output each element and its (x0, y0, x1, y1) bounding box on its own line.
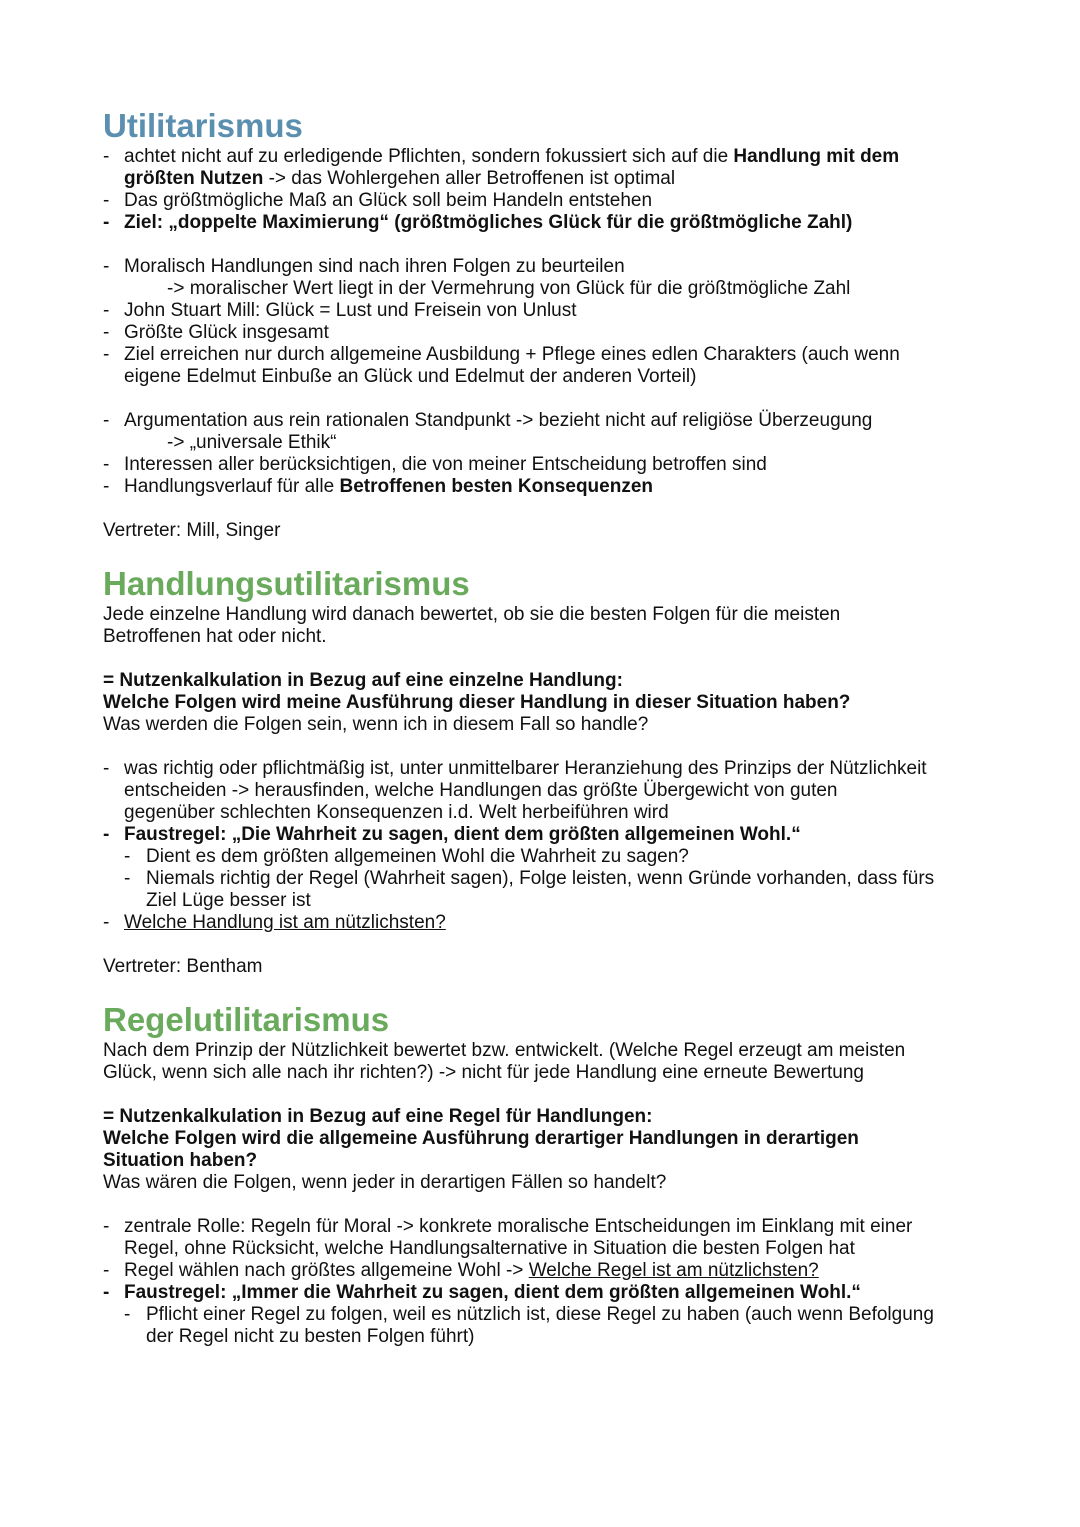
bold-text: Handlung mit dem (733, 146, 900, 167)
text: Vertreter: Mill, Singer (103, 520, 281, 541)
spacer (103, 736, 1003, 758)
paragraph-line (103, 1062, 1003, 1084)
list-line (103, 410, 1003, 432)
spacer (103, 542, 1003, 564)
list-line (103, 256, 1003, 278)
underlined-text: Welche Regel ist am nützlichsten? (528, 1260, 819, 1281)
paragraph-line (103, 692, 1003, 714)
bullet-dash-icon: - (103, 454, 110, 475)
bullet-dash-icon: - (124, 868, 131, 889)
list-line (103, 912, 1003, 934)
list-line (103, 846, 1003, 868)
list-line (103, 454, 1003, 476)
spacer (103, 498, 1003, 520)
text: Vertreter: Bentham (103, 956, 263, 977)
text: Das größtmögliche Maß an Glück soll beim Handeln entstehen (124, 190, 653, 211)
bullet-dash-icon: - (103, 146, 110, 167)
bold-text: Betroffenen besten Konsequenzen (339, 476, 654, 497)
list-line (103, 146, 1003, 168)
paragraph-line (103, 1040, 1003, 1062)
bullet-dash-icon: - (103, 758, 110, 779)
text: Regel, ohne Rücksicht, welche Handlungsalternative in Situation die besten Folgen hat (124, 1238, 855, 1259)
text: Ziel Lüge besser ist (146, 890, 311, 911)
list-line (103, 432, 1003, 454)
document-page (103, 106, 1003, 1348)
text: Handlungsverlauf für alle (124, 476, 340, 497)
section-heading: Utilitarismus (103, 107, 303, 144)
list-line (103, 344, 1003, 366)
text: Was wären die Folgen, wenn jeder in derartigen Fällen so handelt? (103, 1172, 667, 1193)
bullet-dash-icon: - (103, 212, 110, 233)
paragraph-line (103, 1150, 1003, 1172)
list-line (103, 1304, 1003, 1326)
paragraph-line (103, 626, 1003, 648)
text: Niemals richtig der Regel (Wahrheit sagen), Folge leisten, wenn Gründe vorhanden, dass fürs (146, 868, 935, 889)
paragraph-line (103, 956, 1003, 978)
bullet-dash-icon: - (103, 256, 110, 277)
paragraph-line (103, 604, 1003, 626)
list-line (103, 890, 1003, 912)
bullet-dash-icon: - (103, 410, 110, 431)
spacer (103, 1194, 1003, 1216)
text: Betroffenen hat oder nicht. (103, 626, 327, 647)
text: der Regel nicht zu besten Folgen führt) (146, 1326, 475, 1347)
text: entscheiden -> herausfinden, welche Handlungen das größte Übergewicht von guten (124, 780, 838, 801)
text: -> das Wohlergehen aller Betroffenen ist optimal (263, 168, 676, 189)
list-line (103, 366, 1003, 388)
bold-text: größten Nutzen (124, 168, 264, 189)
bold-text: Welche Folgen wird meine Ausführung dieser Handlung in dieser Situation haben? (103, 692, 851, 713)
list-line (103, 758, 1003, 780)
list-line (103, 1326, 1003, 1348)
list-line (103, 212, 1003, 234)
text: -> moralischer Wert liegt in der Vermehrung von Glück für die größtmögliche Zahl (167, 278, 851, 299)
list-line (103, 780, 1003, 802)
spacer (103, 978, 1003, 1000)
list-line (103, 802, 1003, 824)
bullet-dash-icon: - (103, 476, 110, 497)
text: Was werden die Folgen sein, wenn ich in diesem Fall so handle? (103, 714, 649, 735)
text: Interessen aller berücksichtigen, die von meiner Entscheidung betroffen sind (124, 454, 767, 475)
bullet-dash-icon: - (103, 1216, 110, 1237)
text: was richtig oder pflichtmäßig ist, unter unmittelbarer Heranziehung des Prinzips der Nützlichkeit (124, 758, 927, 779)
text: Dient es dem größten allgemeinen Wohl die Wahrheit zu sagen? (146, 846, 689, 867)
text: Moralisch Handlungen sind nach ihren Folgen zu beurteilen (124, 256, 625, 277)
spacer (103, 648, 1003, 670)
text: -> „universale Ethik“ (167, 432, 337, 453)
bullet-dash-icon: - (103, 344, 110, 365)
list-line (103, 476, 1003, 498)
bold-text: Faustregel: „Die Wahrheit zu sagen, dient dem größten allgemeinen Wohl.“ (124, 824, 801, 845)
bold-text: = Nutzenkalkulation in Bezug auf eine Regel für Handlungen: (103, 1106, 653, 1127)
text: John Stuart Mill: Glück = Lust und Freisein von Unlust (124, 300, 577, 321)
list-line (103, 1282, 1003, 1304)
spacer (103, 234, 1003, 256)
list-line (103, 190, 1003, 212)
paragraph-line (103, 1128, 1003, 1150)
list-line (103, 300, 1003, 322)
bold-text: = Nutzenkalkulation in Bezug auf eine einzelne Handlung: (103, 670, 623, 691)
bullet-dash-icon: - (124, 846, 131, 867)
text: Regel wählen nach größtes allgemeine Wohl -> (124, 1260, 529, 1281)
paragraph-line (103, 1172, 1003, 1194)
bullet-dash-icon: - (103, 912, 110, 933)
list-line (103, 322, 1003, 344)
paragraph-line (103, 714, 1003, 736)
paragraph-line (103, 670, 1003, 692)
text: zentrale Rolle: Regeln für Moral -> konkrete moralische Entscheidungen im Einklang mit einer (124, 1216, 913, 1237)
list-line (103, 168, 1003, 190)
bullet-dash-icon: - (103, 1260, 110, 1281)
text: Glück, wenn sich alle nach ihr richten?) -> nicht für jede Handlung eine erneute Bewertung (103, 1062, 864, 1083)
bullet-dash-icon: - (103, 1282, 110, 1303)
list-line (103, 1238, 1003, 1260)
paragraph-line (103, 1106, 1003, 1128)
text: achtet nicht auf zu erledigende Pflichten, sondern fokussiert sich auf die (124, 146, 734, 167)
spacer (103, 934, 1003, 956)
bullet-dash-icon: - (103, 190, 110, 211)
text: Jede einzelne Handlung wird danach bewertet, ob sie die besten Folgen für die meisten (103, 604, 841, 625)
text: Größte Glück insgesamt (124, 322, 329, 343)
text: Ziel erreichen nur durch allgemeine Ausbildung + Pflege eines edlen Charakters (auch wenn (124, 344, 900, 365)
text: Argumentation aus rein rationalen Standpunkt -> bezieht nicht auf religiöse Überzeugung (124, 410, 873, 431)
bold-text: Welche Folgen wird die allgemeine Ausführung derartiger Handlungen in derartigen (103, 1128, 859, 1149)
underlined-text: Welche Handlung ist am nützlichsten? (124, 912, 446, 933)
bold-text: Faustregel: „Immer die Wahrheit zu sagen, dient dem größten allgemeinen Wohl.“ (124, 1282, 861, 1303)
spacer (103, 1084, 1003, 1106)
bullet-dash-icon: - (124, 1304, 131, 1325)
bullet-dash-icon: - (103, 824, 110, 845)
list-line (103, 1260, 1003, 1282)
bold-text: Ziel: „doppelte Maximierung“ (größtmögliches Glück für die größtmögliche Zahl) (124, 212, 853, 233)
list-line (103, 1216, 1003, 1238)
section-heading: Handlungsutilitarismus (103, 565, 470, 602)
list-line (103, 278, 1003, 300)
spacer (103, 388, 1003, 410)
bullet-dash-icon: - (103, 300, 110, 321)
text: eigene Edelmut Einbuße an Glück und Edelmut der anderen Vorteil) (124, 366, 697, 387)
text: Nach dem Prinzip der Nützlichkeit bewertet bzw. entwickelt. (Welche Regel erzeugt am meisten (103, 1040, 906, 1061)
paragraph-line (103, 520, 1003, 542)
bullet-dash-icon: - (103, 322, 110, 343)
list-line (103, 824, 1003, 846)
section-heading: Regelutilitarismus (103, 1001, 390, 1038)
text: gegenüber schlechten Konsequenzen i.d. Welt herbeiführen wird (124, 802, 669, 823)
list-line (103, 868, 1003, 890)
text: Pflicht einer Regel zu folgen, weil es nützlich ist, diese Regel zu haben (auch wenn Befolgung (146, 1304, 934, 1325)
bold-text: Situation haben? (103, 1150, 258, 1171)
